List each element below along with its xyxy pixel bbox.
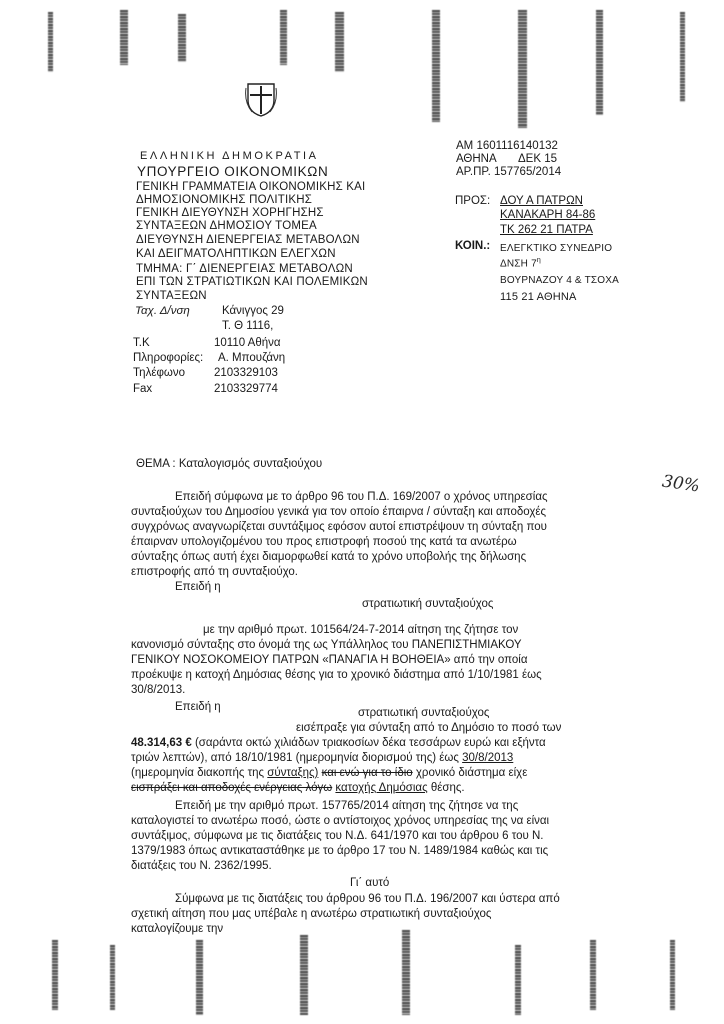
header-line: ΤΜΗΜΑ: Γ΄ ΔΙΕΝΕΡΓΕΙΑΣ ΜΕΤΑΒΟΛΩΝ: [136, 263, 353, 275]
body-line: έπαιρναν υπολογιζομένου του προς επιστροφή ποσού της κατά τα ανωτέρω: [131, 536, 517, 548]
scan-smear: [680, 12, 685, 102]
to-label: ΠΡΟΣ:: [455, 195, 491, 207]
body-line: [131, 751, 513, 766]
issue-city: ΑΘΗΝΑ: [456, 153, 497, 165]
body-line: Γι΄ αυτό: [350, 877, 390, 889]
body-line: καταλογίζουμε την: [131, 923, 224, 935]
scan-smear: [515, 945, 521, 1015]
body-line: συντάξιμος, σύμφωνα με τις διατάξεις του Ν.Δ. 641/1970 και του άρθρου 6 του Ν.: [131, 830, 544, 842]
po-box: Τ. Θ 1116,: [222, 320, 274, 332]
scan-smear: [596, 10, 603, 115]
cc-label: ΚΟΙΝ.:: [455, 240, 491, 252]
tk-value: 10110 Αθήνα: [214, 337, 281, 349]
header-line: ΣΥΝΤΑΞΕΩΝ ΔΗΜΟΣΙΟΥ ΤΟΜΕΑ: [136, 220, 317, 232]
body-line: Επειδή με την αριθμό πρωτ. 157765/2014 αίτηση της ζήτησε να της: [175, 800, 519, 812]
address-value: Κάνιγγος 29: [222, 305, 284, 317]
header-line: ΚΑΙ ΔΕΙΓΜΑΤΟΛΗΠΤΙΚΩΝ ΕΛΕΓΧΩΝ: [136, 248, 336, 260]
body-text-underlined: κατοχής Δημόσιας: [335, 782, 428, 794]
to-line: ΤΚ 262 21 ΠΑΤΡΑ: [500, 224, 593, 236]
phone-value: 2103329103: [214, 367, 278, 379]
protocol-number: ΑΡ.ΠΡ. 157765/2014: [456, 166, 562, 178]
cc-line: [500, 257, 541, 269]
body-text-underlined: σύνταξης): [267, 767, 319, 779]
body-text: θέσης.: [430, 782, 465, 794]
body-line: [131, 781, 465, 796]
end-date: 30/8/2013: [462, 752, 514, 764]
scan-smear: [196, 940, 203, 1015]
body-text: (ημερομηνία διακοπής της: [131, 767, 265, 779]
body-text-struck: και ενώ για το ίδιο: [321, 767, 413, 779]
body-line: καταλογιστεί το ανωτέρω ποσό, ώστε ο αντίστοιχος χρόνος υπηρεσίας της να είναι: [131, 815, 550, 827]
scan-smear: [402, 930, 410, 1015]
header-line: ΔΙΕΥΘΥΝΣΗ ΔΙΕΝΕΡΓΕΙΑΣ ΜΕΤΑΒΟΛΩΝ: [136, 234, 360, 246]
fax-label: Fax: [133, 383, 153, 395]
scan-smear: [432, 10, 440, 122]
body-text-struck: εισπράξει και αποδοχές ενέργειας λόγω: [131, 782, 333, 794]
header-line: ΓΕΝΙΚΗ ΓΡΑΜΜΑΤΕΙΑ ΟΙΚΟΝΟΜΙΚΗΣ ΚΑΙ: [136, 181, 366, 193]
body-line: σχετική αίτηση που μας υπέβαλε η ανωτέρω στρατιωτική συνταξιούχος: [131, 908, 492, 920]
scan-smear: [590, 940, 596, 1010]
cc-line: ΒΟΥΡΝΑΖΟΥ 4 & ΤΣΟΧΑ: [500, 275, 620, 286]
body-line: Σύμφωνα με τις διατάξεις του άρθρου 96 του Π.Δ. 196/2007 και ύστερα από: [175, 893, 560, 905]
scan-smear: [280, 10, 287, 65]
body-line: συγχρόνως αναγνωρίζεται συντάξιμος εφόσον αυτοί επιστρέψουν τη σύνταξη που: [131, 521, 547, 533]
body-line: με την αριθμό πρωτ. 101564/24-7-2014 αίτηση της ζήτησε τον: [203, 624, 519, 636]
phone-label: Τηλέφωνο: [133, 367, 186, 379]
header-line: ΕΠΙ ΤΩΝ ΣΤΡΑΤΙΩΤΙΚΩΝ ΚΑΙ ΠΟΛΕΜΙΚΩΝ: [136, 276, 368, 288]
cc-line-text: ΔΝΣΗ 7: [500, 258, 537, 270]
scan-smear: [110, 945, 115, 1010]
scan-smear: [335, 12, 344, 72]
body-text: χρονικό διάστημα είχε: [415, 767, 528, 779]
header-line: ΣΥΝΤΑΞΕΩΝ: [136, 290, 207, 302]
body-line: συνταξιούχων του Δημοσίου γενικά για τον οποίο έπαιρνα / σύνταξη και αποδοχές: [131, 506, 547, 518]
scan-smear: [52, 940, 58, 1010]
body-text: τριών λεπτών), από 18/10/1981 (ημερομηνία διορισμού της) έως: [131, 752, 459, 764]
scan-smear: [518, 10, 527, 128]
body-line: στρατιωτική συνταξιούχος: [362, 598, 494, 610]
body-line: 1379/1983 όπως αντικαταστάθηκε με το άρθρο 17 του Ν. 1489/1984 καθώς και τις: [131, 845, 549, 857]
to-line: ΔΟΥ Α ΠΑΤΡΩΝ: [500, 195, 583, 207]
body-line: σύνταξης όπως αυτή έχει διαμορφωθεί κατά το χρόνο υποβολής της δήλωσης: [131, 551, 527, 563]
body-line: Επειδή σύμφωνα με το άρθρο 96 του Π.Δ. 169/2007 ο χρόνος υπηρεσίας: [175, 491, 548, 503]
scan-smear: [178, 14, 186, 62]
to-line: ΚΑΝΑΚΑΡΗ 84-86: [500, 209, 596, 221]
ministry-title: ΥΠΟΥΡΓΕΙΟ ΟΙΚΟΝΟΜΙΚΩΝ: [137, 164, 329, 179]
scan-smear: [120, 10, 128, 65]
body-line: στρατιωτική συνταξιούχος: [358, 707, 490, 719]
scan-smear: [670, 940, 675, 1010]
header-line: ΔΗΜΟΣΙΟΝΟΜΙΚΗΣ ΠΟΛΙΤΙΚΗΣ: [136, 194, 313, 206]
body-line: Επειδή η: [175, 701, 221, 713]
body-text: (σαράντα οκτώ χιλιάδων τριακοσίων δέκα τεσσάρων ευρώ και εξήντα: [194, 737, 546, 749]
body-line: εισέπραξε για σύνταξη από το Δημόσιο το ποσό των: [296, 722, 562, 734]
greek-coat-of-arms-icon: [244, 78, 278, 118]
address-label: Ταχ. Δ/νση: [135, 305, 190, 317]
am-number: ΑΜ 1601116140132: [456, 140, 558, 152]
scan-smear: [300, 935, 308, 1015]
amount: 48.314,63 €: [131, 737, 192, 749]
body-line: επιστροφής από τη συνταξιούχο.: [131, 566, 298, 578]
subject-line: ΘΕΜΑ : Καταλογισμός συνταξιούχου: [136, 458, 323, 470]
body-line: ΓΕΝΙΚΟΥ ΝΟΣΟΚΟΜΕΙΟΥ ΠΑΤΡΩΝ «ΠΑΝΑΓΙΑ Η ΒΟΗΘΕΙΑ» από την οποία: [131, 654, 528, 666]
info-value: Α. Μπουζάνη: [218, 352, 286, 364]
cc-line: 115 21 ΑΘΗΝΑ: [500, 291, 577, 303]
issue-date: ΔΕΚ 15: [518, 153, 558, 165]
scan-smear: [48, 12, 53, 72]
header-line: ΓΕΝΙΚΗ ΔΙΕΥΘΥΝΣΗ ΧΟΡΗΓΗΣΗΣ: [136, 207, 324, 219]
body-line: [131, 736, 546, 751]
body-line: διατάξεις του Ν. 2362/1995.: [131, 860, 272, 872]
body-line: κανονισμό σύνταξης στο όνομά της ως Υπάλληλος του ΠΑΝΕΠΙΣΤΗΜΙΑΚΟΥ: [131, 639, 522, 651]
cc-line: ΕΛΕΓΚΤΙΚΟ ΣΥΝΕΔΡΙΟ: [500, 243, 613, 254]
body-line: [131, 766, 527, 781]
body-line: προέκυψε η κατοχή Δημόσιας θέσης για το χρονικό διάστημα από 1/10/1981 έως: [131, 669, 542, 681]
body-line: Επειδή η: [175, 581, 221, 593]
cc-line-sup: η: [536, 257, 541, 264]
fax-value: 2103329774: [214, 383, 278, 395]
tk-label: Τ.Κ: [133, 337, 150, 349]
info-label: Πληροφορίες:: [133, 352, 204, 364]
handwritten-note: 30%: [660, 471, 702, 497]
republic-title: ΕΛΛΗΝΙΚΗ ΔΗΜΟΚΡΑΤΙΑ: [140, 150, 319, 162]
body-line: 30/8/2013.: [131, 684, 186, 696]
